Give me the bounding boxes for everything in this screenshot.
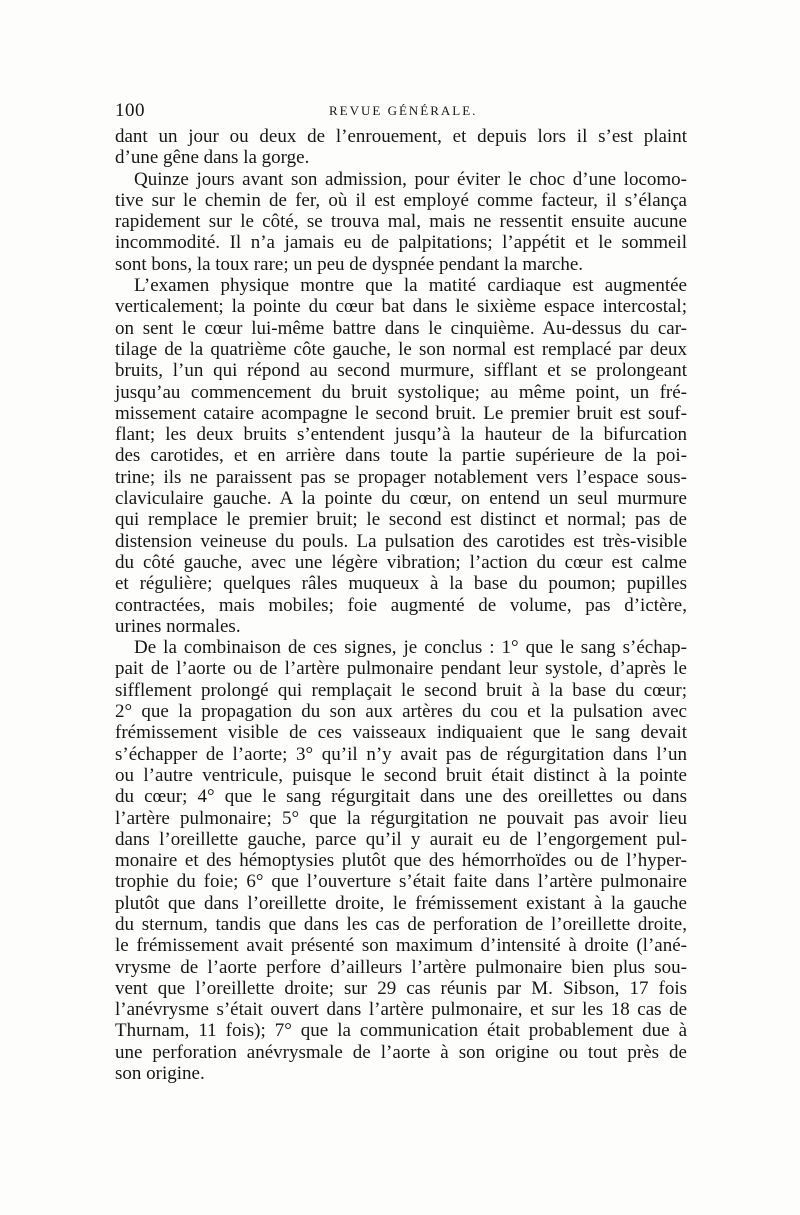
text-line: on sent le cœur lui-même battre dans le cinquième. Au-dessus du car- — [115, 317, 687, 339]
text-line: dans l’oreillette gauche, parce qu’il y aurait eu de l’engorgement pul- — [115, 828, 687, 850]
text-line: vent que l’oreillette droite; sur 29 cas réunis par M. Sibson, 17 fois — [115, 977, 687, 999]
text-line: trophie du foie; 6° que l’ouverture s’était faite dans l’artère pulmonaire — [115, 871, 687, 893]
text-line: contractées, mais mobiles; foie augmenté de volume, pas d’ictère, — [115, 594, 687, 616]
text-line: jusqu’au commencement du bruit systolique; au même point, un fré- — [115, 381, 687, 403]
text-line: incommodité. Il n’a jamais eu de palpitations; l’appétit et le sommeil — [115, 232, 687, 254]
text-line: flant; les deux bruits s’entendent jusqu’à la hauteur de la bifurcation — [115, 424, 687, 446]
text-line: plutôt que dans l’oreillette droite, le frémissement existant à la gauche — [115, 892, 687, 914]
paragraph — [115, 169, 687, 275]
text-line: dant un jour ou deux de l’enrouement, et depuis lors il s’est plaint — [115, 126, 687, 147]
page-number: 100 — [115, 100, 145, 121]
text-line: du sternum, tandis que dans les cas de perforation de l’oreillette droite, — [115, 913, 687, 935]
text-line: l’artère pulmonaire; 5° que la régurgitation ne pouvait pas avoir lieu — [115, 807, 687, 829]
text-line: d’une gêne dans la gorge. — [115, 147, 310, 169]
text-line: bruits, l’un qui répond au second murmure, sifflant et se prolongeant — [115, 360, 687, 382]
text-line: De la combinaison de ces signes, je conclus : 1° que le sang s’échap- — [134, 637, 687, 659]
text-line: qui remplace le premier bruit; le second est distinct et normal; pas de — [115, 509, 687, 531]
text-line: l’anévrysme s’était ouvert dans l’artère pulmonaire, et sur les 18 cas de — [115, 999, 687, 1021]
running-title: REVUE GÉNÉRALE. — [329, 103, 478, 118]
text-line: tive sur le chemin de fer, où il est employé comme facteur, il s’élança — [115, 189, 687, 211]
text-line: frémissement visible de ces vaisseaux indiquaient que le sang devait — [115, 722, 687, 744]
text-line: L’examen physique montre que la matité cardiaque est augmentée — [134, 275, 687, 297]
text-line: trine; ils ne paraissent pas se propager notablement vers l’espace sous- — [115, 466, 687, 488]
text-line: une perforation anévrysmale de l’aorte à son origine ou tout près de — [115, 1041, 687, 1063]
paragraph — [115, 275, 687, 637]
text-line: tilage de la quatrième côte gauche, le son normal est remplacé par deux — [115, 338, 687, 360]
text-line: et régulière; quelques râles muqueux à la base du poumon; pupilles — [115, 573, 687, 595]
text-line: pait de l’aorte ou de l’artère pulmonaire pendant leur systole, d’après le — [115, 658, 687, 680]
text-line: sont bons, la toux rare; un peu de dyspnée pendant la marche. — [115, 253, 583, 275]
text-line: s’échapper de l’aorte; 3° qu’il n’y avait pas de régurgitation dans l’un — [115, 743, 687, 765]
paragraph — [115, 126, 687, 169]
text-line: du cœur; 4° que le sang régurgitait dans une des oreillettes ou dans — [115, 786, 687, 808]
text-line: vrysme de l’aorte perfore d’ailleurs l’artère pulmonaire bien plus sou- — [115, 956, 687, 978]
text-line: sifflement prolongé qui remplaçait le second bruit à la base du cœur; — [115, 679, 687, 701]
text-line: claviculaire gauche. A la pointe du cœur, on entend un seul murmure — [115, 488, 687, 510]
text-line: Quinze jours avant son admission, pour éviter le choc d’une locomo- — [134, 168, 687, 190]
text-line: urines normales. — [115, 615, 241, 637]
text-line: verticalement; la pointe du cœur bat dans le sixième espace intercostal; — [115, 296, 687, 318]
body-text — [115, 126, 687, 1084]
running-head — [115, 100, 685, 124]
text-line: Thurnam, 11 fois); 7° que la communication était probablement due à — [115, 1020, 687, 1042]
text-line: distension veineuse du pouls. La pulsation des carotides est très-visible — [115, 530, 687, 552]
paragraph — [115, 637, 687, 1084]
text-line: du côté gauche, avec une légère vibration; l’action du cœur est calme — [115, 551, 687, 573]
text-line: des carotides, et en arrière dans toute la partie supérieure de la poi- — [115, 445, 687, 467]
text-line: 2° que la propagation du son aux artères du cou et la pulsation avec — [115, 701, 687, 723]
text-line: le frémissement avait présenté son maximum d’intensité à droite (l’ané- — [115, 935, 687, 957]
text-line: ou l’autre ventricule, puisque le second bruit était distinct à la pointe — [115, 764, 687, 786]
text-line: monaire et des hémoptysies plutôt que des hémorrhoïdes ou de l’hyper- — [115, 850, 687, 872]
text-line: missement cataire acompagne le second bruit. Le premier bruit est souf- — [115, 402, 687, 424]
text-line: rapidement sur le côté, se trouva mal, mais ne ressentit ensuite aucune — [115, 211, 687, 233]
text-line: son origine. — [115, 1063, 205, 1085]
